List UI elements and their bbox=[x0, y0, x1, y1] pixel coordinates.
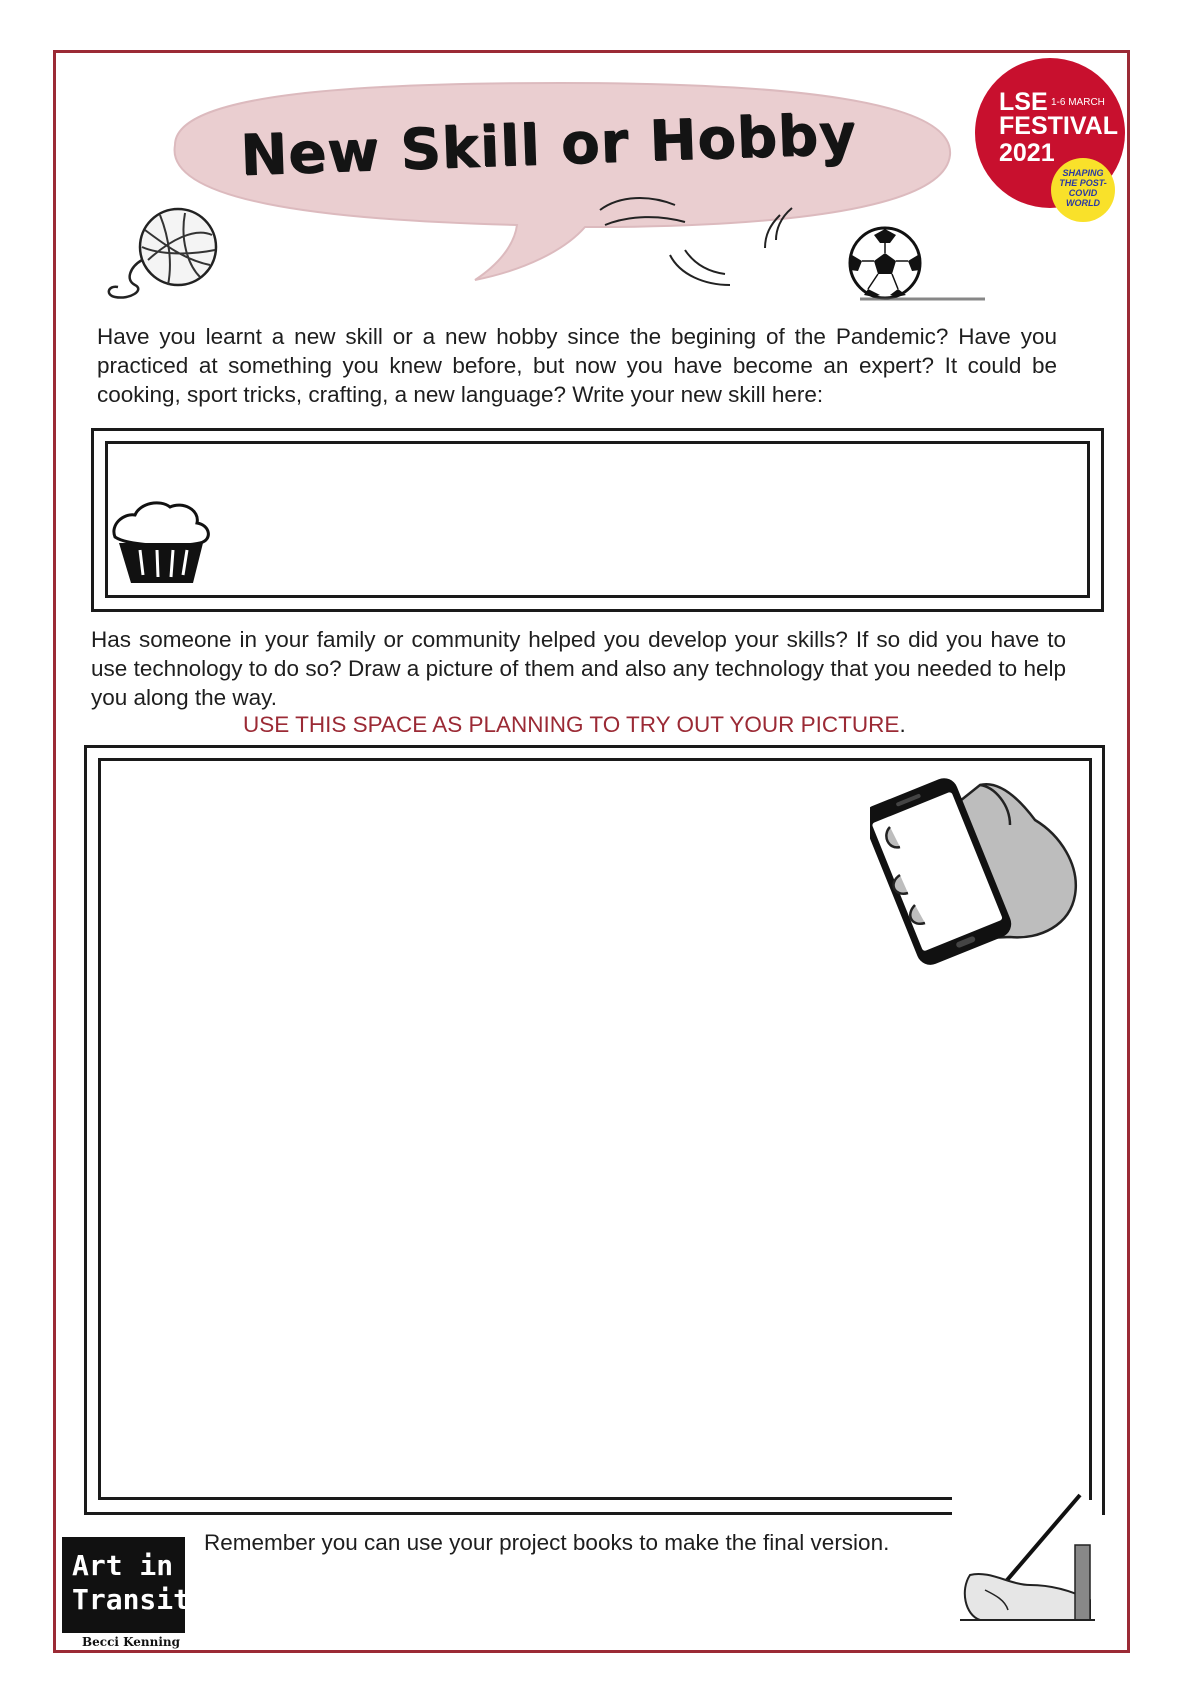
logo-box bbox=[62, 1537, 191, 1633]
skill-answer-box[interactable] bbox=[105, 441, 1090, 598]
art-in-transit-logo bbox=[62, 1537, 191, 1649]
yarn-ball-icon bbox=[100, 205, 230, 315]
badge-year: 2021 bbox=[999, 139, 1055, 167]
hand-drawing-icon bbox=[950, 1490, 1100, 1630]
badge-tagline-line: THE POST- bbox=[1059, 178, 1107, 188]
cupcake-icon bbox=[105, 495, 220, 590]
planning-note-period: . bbox=[899, 712, 906, 737]
badge-lse: LSE bbox=[999, 88, 1048, 116]
drawing-box-bottom-inner bbox=[98, 1497, 952, 1500]
footer-reminder: Remember you can use your project books to make the final version. bbox=[204, 1530, 890, 1555]
page-title: New Skill or Hobby bbox=[239, 102, 858, 189]
logo-line2: Transit bbox=[72, 1583, 191, 1616]
football-icon bbox=[840, 225, 990, 305]
badge-tagline-line: WORLD bbox=[1066, 198, 1100, 208]
planning-note bbox=[243, 712, 906, 738]
badge-tagline-line: SHAPING bbox=[1062, 168, 1104, 178]
helper-prompt: Has someone in your family or community helped you develop your skills? If so did you have to use technology to do so? Draw a picture of them and also any technology that you needed to help you along the way. bbox=[91, 627, 1066, 710]
skill-prompt: Have you learnt a new skill or a new hobby since the begining of the Pandemic? Have you practiced at something you knew before, but now you have become an expert? It could be cooking, sport tricks, crafting, a new language? Write your new skill here: bbox=[97, 324, 1057, 407]
lse-festival-badge bbox=[975, 58, 1125, 208]
planning-note-text: USE THIS SPACE AS PLANNING TO TRY OUT YOUR PICTURE bbox=[243, 712, 900, 737]
logo-author: Becci Kenning bbox=[82, 1635, 181, 1649]
badge-tagline bbox=[1051, 158, 1115, 222]
badge-tagline-line: COVID bbox=[1068, 188, 1098, 198]
drawing-box-bottom-outer bbox=[84, 1512, 952, 1515]
motion-lines bbox=[580, 190, 830, 300]
phone-in-hand-icon bbox=[870, 765, 1085, 965]
badge-festival: FESTIVAL bbox=[999, 112, 1118, 140]
badge-dates: 1-6 MARCH bbox=[1051, 97, 1105, 108]
logo-line1: Art in bbox=[72, 1549, 174, 1582]
